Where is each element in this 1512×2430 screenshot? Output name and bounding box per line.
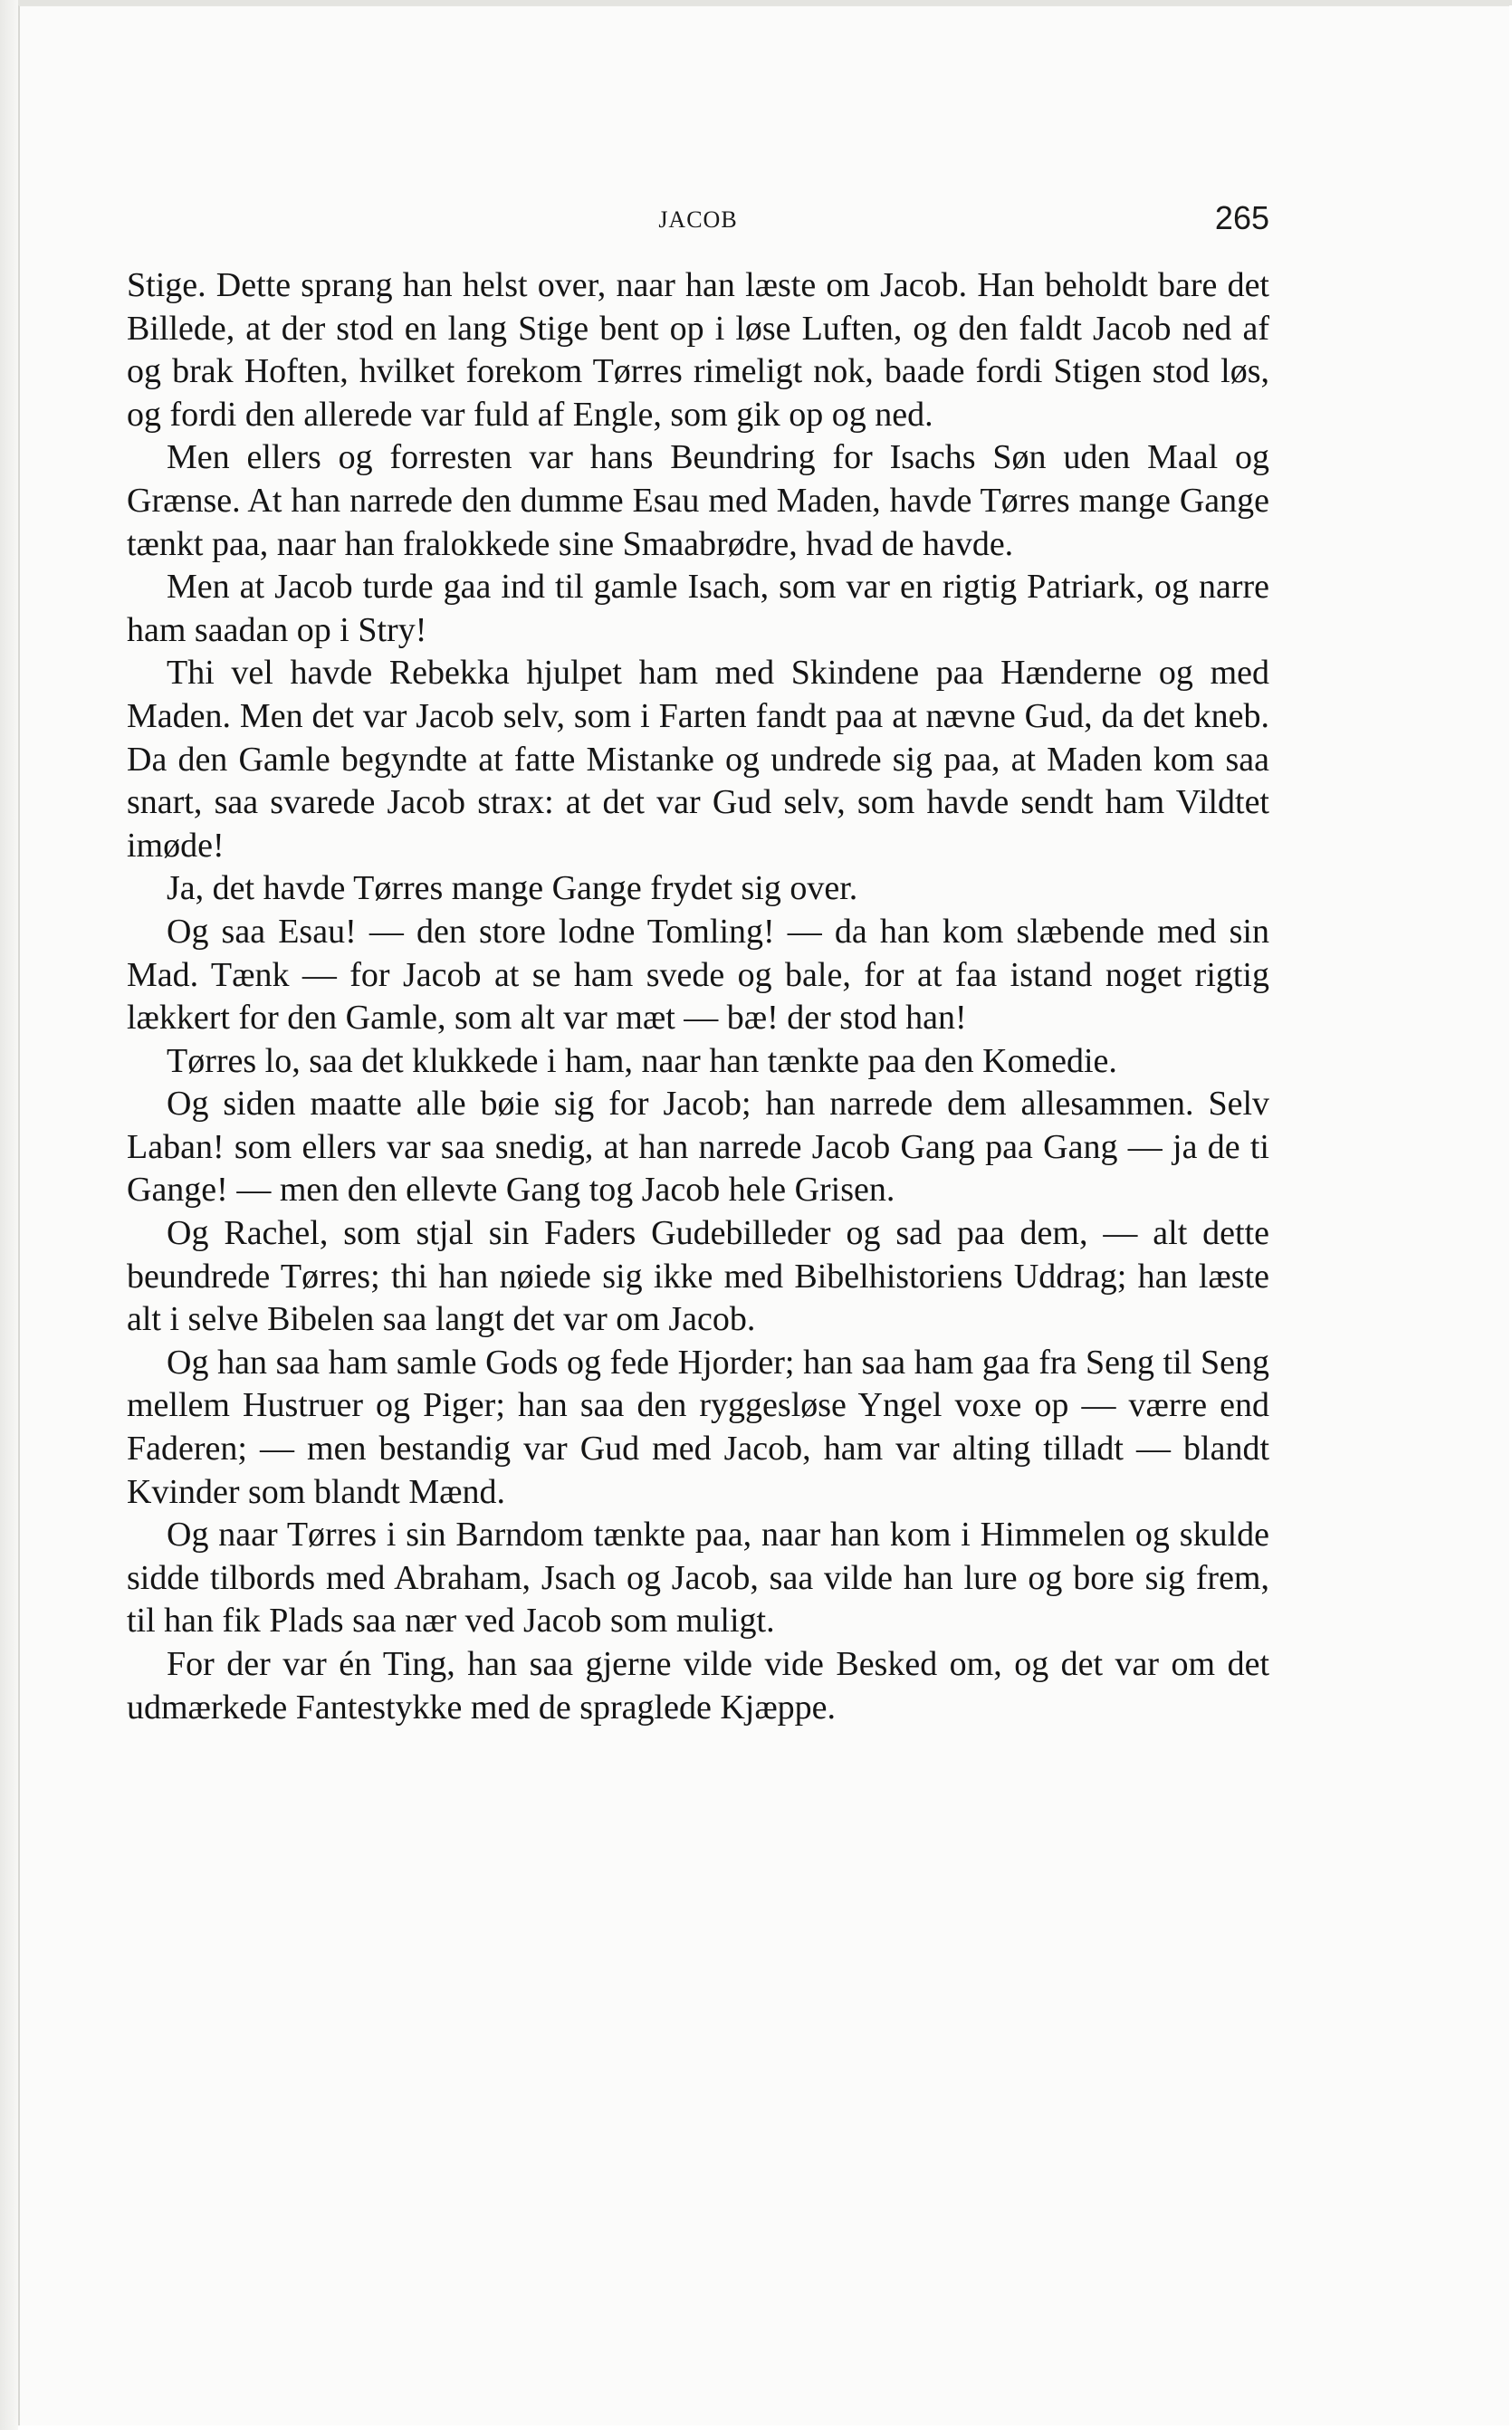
paragraph-8: Og siden maatte alle bøie sig for Jacob; han narrede dem allesammen. Selv Laban! som ellers var saa snedig, at han narrede Jacob Gang paa Gang — ja de ti Gange! — men den ellevte Gang tog Jacob hele Grisen. xyxy=(127,1085,1269,1210)
paragraph-7: Tørres lo, saa det klukkede i ham, naar han tænkte paa den Komedie. xyxy=(167,1041,1117,1080)
paragraph-10: Og han saa ham samle Gods og fede Hjorder; han saa ham gaa fra Seng til Seng mellem Hustruer og Piger; han saa den ryggesløse Yngel voxe op — værre end Faderen; — men bestandig var Gud med Jacob, ham var alting tilladt — blandt Kvinder som blandt Mænd. xyxy=(127,1343,1269,1511)
paragraph-12: For der var én Ting, han saa gjerne vilde vide Besked om, og det var om det udmærkede Fantestykke med de spraglede Kjæppe. xyxy=(127,1645,1269,1727)
paragraph-6: Og saa Esau! — den store lodne Tomling! — da han kom slæbende med sin Mad. Tænk — for Jacob at se ham svede og bale, for at faa istand noget rigtig lækkert for den Gamle, som alt var mæt — bæ! der stod han! xyxy=(127,912,1269,1038)
paragraph-9: Og Rachel, som stjal sin Faders Gudebilleder og sad paa dem, — alt dette beundrede Tørres; thi han nøiede sig ikke med Bibelhistoriens Uddrag; han læste alt i selve Bibelen saa langt det var om Jacob. xyxy=(127,1214,1269,1339)
paragraph-4: Thi vel havde Rebekka hjulpet ham med Skindene paa Hænderne og med Maden. Men det var Jacob selv, som i Farten fandt paa at nævne Gud, da det kneb. Da den Gamle begyndte at fatte Mistanke og undrede sig paa, at Maden kom saa snart, saa svarede Jacob strax: at det var Gud selv, som havde sendt ham Vildtet imøde! xyxy=(127,654,1269,865)
paragraph-2: Men ellers og forresten var hans Beundring for Isachs Søn uden Maal og Grænse. At han narrede den dumme Esau med Maden, havde Tørres mange Gange tænkt paa, naar han fralokkede sine Smaabrødre, hvad de havde. xyxy=(127,438,1269,563)
paragraph-5: Ja, det havde Tørres mange Gange frydet sig over. xyxy=(167,869,858,908)
paragraph-11: Og naar Tørres i sin Barndom tænkte paa, naar han kom i Himmelen og skulde sidde tilbords med Abraham, Jsach og Jacob, saa vilde han lure og bore sig frem, til han fik Plads saa nær ved Jacob som muligt. xyxy=(127,1516,1269,1641)
page-number: 265 xyxy=(1214,199,1269,236)
body-text xyxy=(127,264,1269,1729)
page-header xyxy=(127,199,1269,235)
paragraph-3: Men at Jacob turde gaa ind til gamle Isach, som var en rigtig Patriark, og narre ham saadan op i Stry! xyxy=(127,568,1269,649)
paragraph-1: Stige. Dette sprang han helst over, naar han læste om Jacob. Han beholdt bare det Billede, at der stod en lang Stige bent op i løse Luften, og den faldt Jacob ned af og brak Hoften, hvilket forekom Tørres rimeligt nok, baade fordi Stigen stod løs, og fordi den allerede var fuld af Engle, som gik op og ned. xyxy=(127,266,1269,434)
running-head: JACOB xyxy=(658,206,738,233)
scan-edge-left xyxy=(0,0,18,2430)
